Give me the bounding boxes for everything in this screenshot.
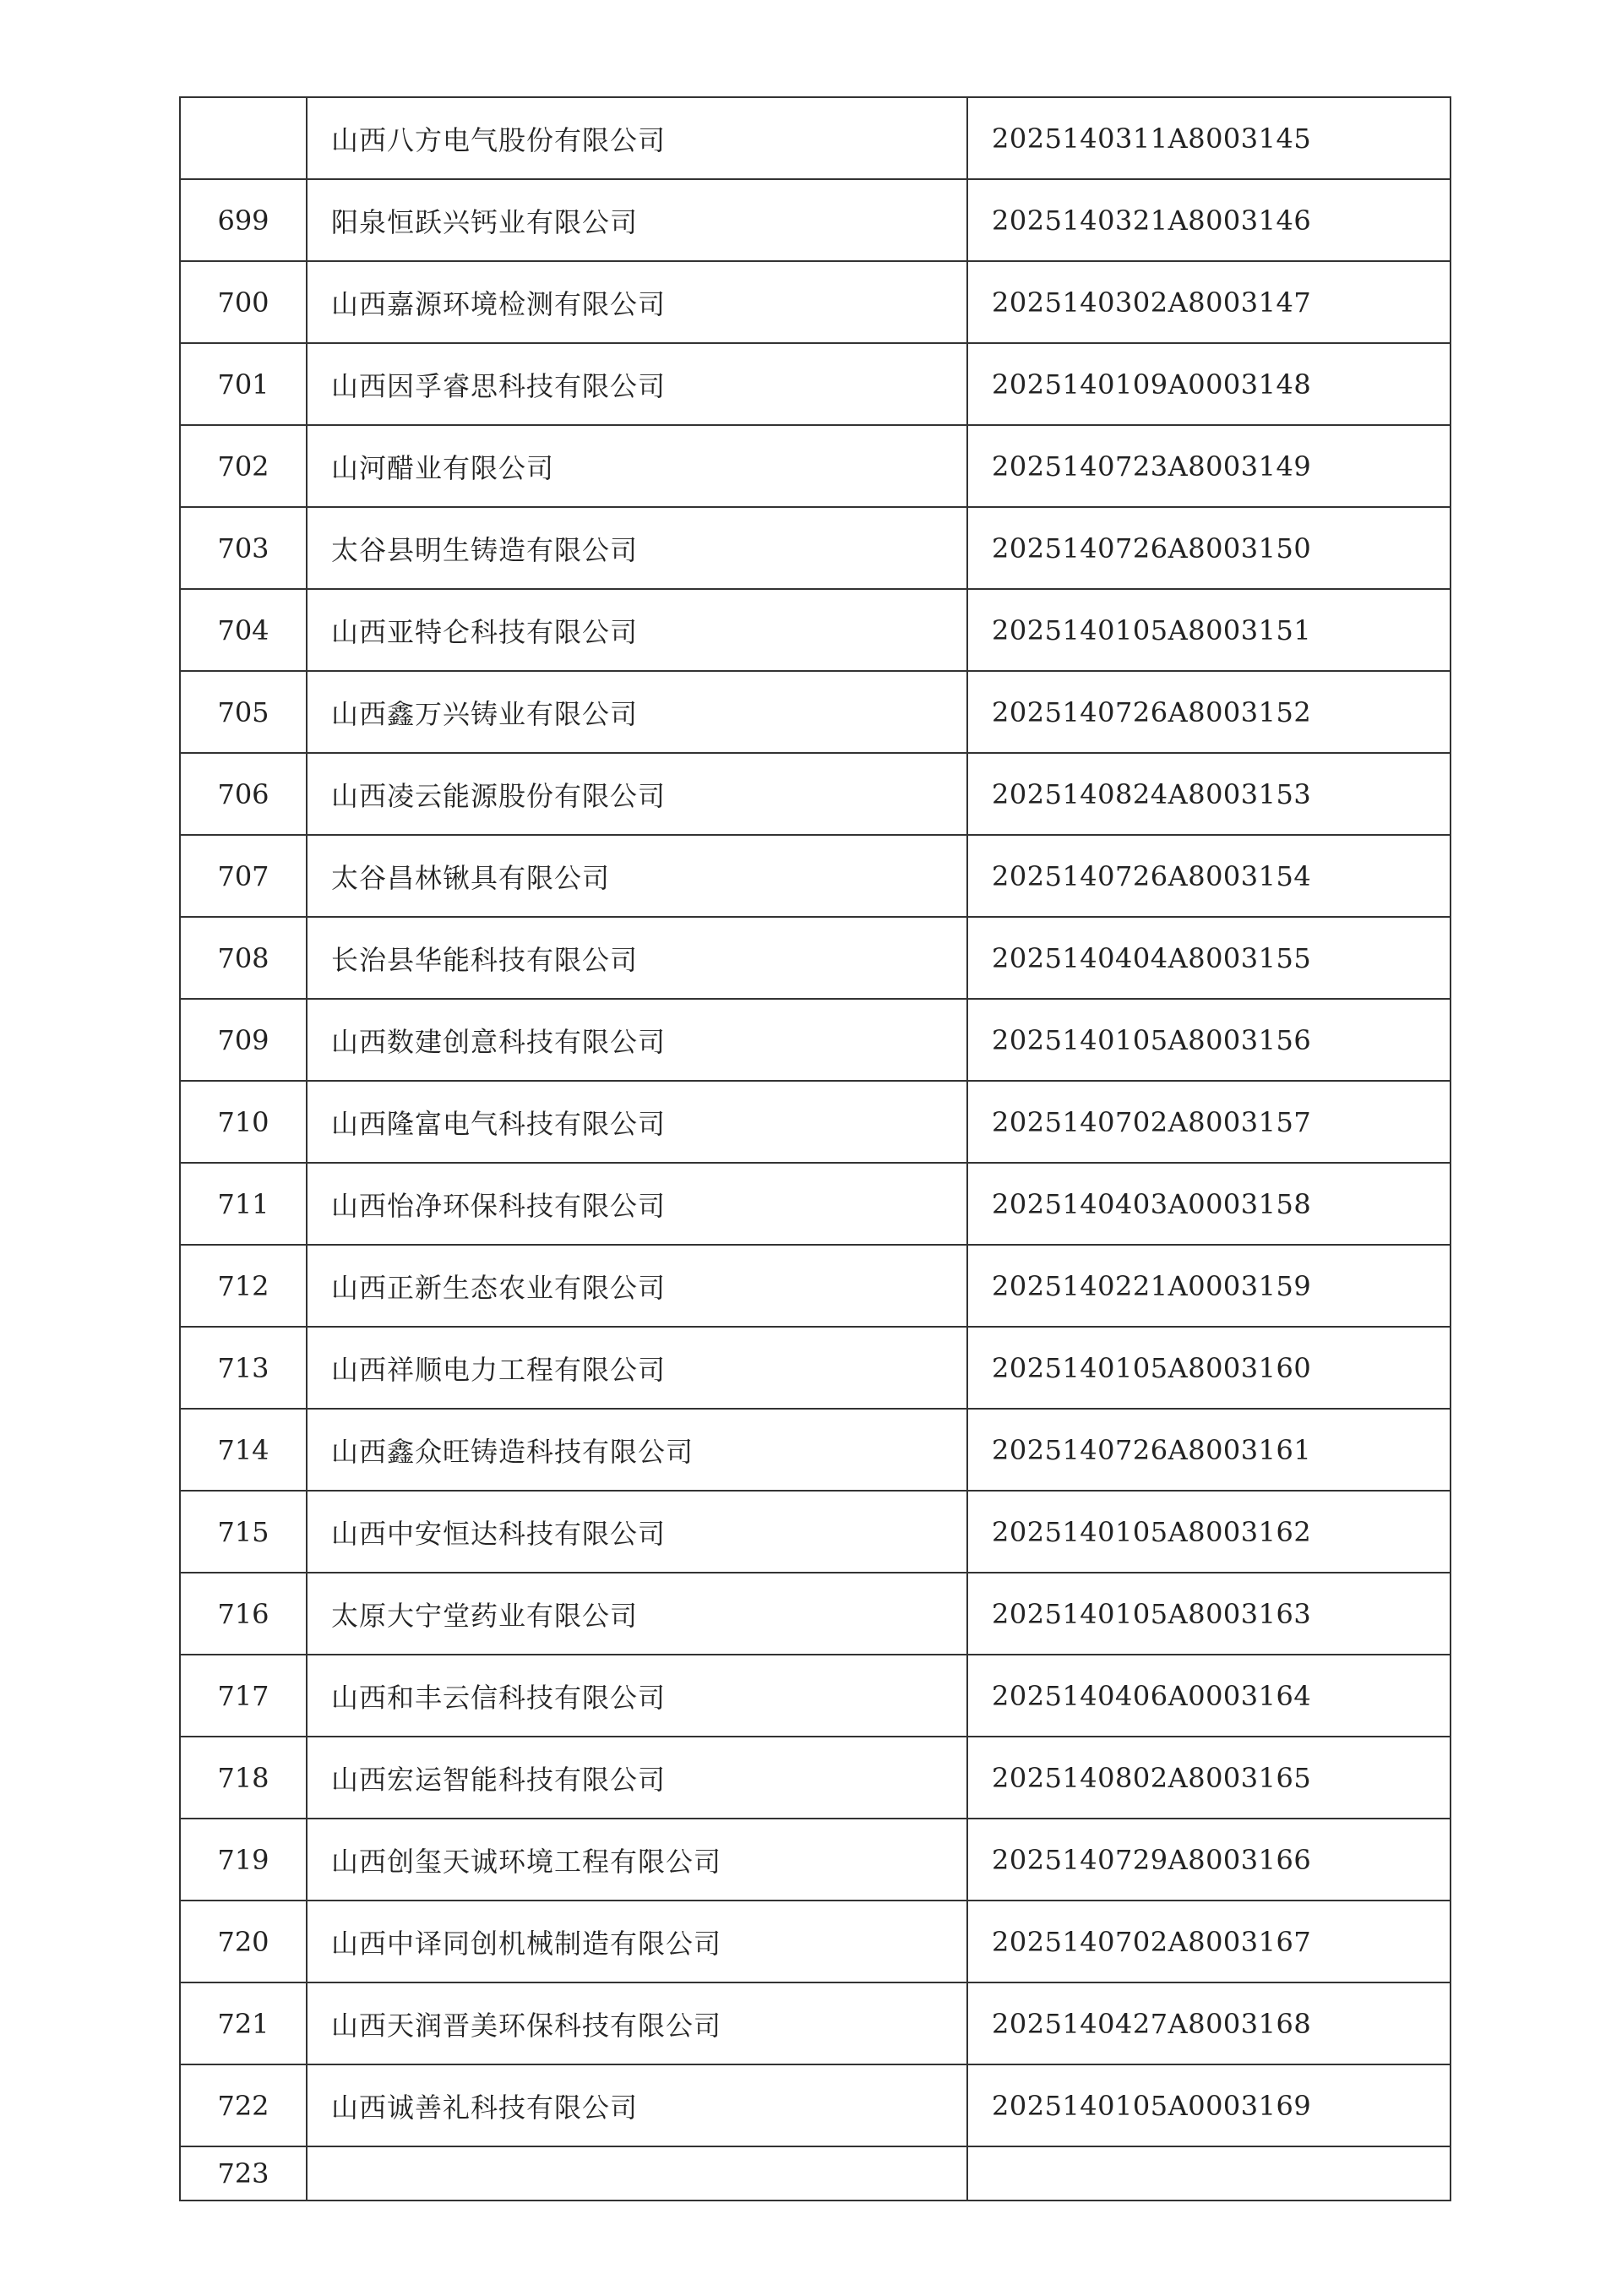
company-name: 山西亚特仑科技有限公司 xyxy=(307,589,967,671)
table-row xyxy=(180,343,1451,425)
company-name: 山西正新生态农业有限公司 xyxy=(307,1245,967,1327)
table-row xyxy=(180,1901,1451,1982)
registration-code: 2025140109A0003148 xyxy=(967,343,1451,425)
company-name: 山西祥顺电力工程有限公司 xyxy=(307,1327,967,1409)
registration-code: 2025140105A8003160 xyxy=(967,1327,1451,1409)
row-number: 714 xyxy=(180,1409,307,1491)
row-number: 721 xyxy=(180,1982,307,2064)
company-name: 山西鑫众旺铸造科技有限公司 xyxy=(307,1409,967,1491)
row-number: 706 xyxy=(180,753,307,835)
company-name: 山西天润晋美环保科技有限公司 xyxy=(307,1982,967,2064)
row-number: 709 xyxy=(180,999,307,1081)
company-name: 山河醋业有限公司 xyxy=(307,425,967,507)
table-row xyxy=(180,2146,1451,2201)
company-name: 山西因孚睿思科技有限公司 xyxy=(307,343,967,425)
table-row xyxy=(180,1163,1451,1245)
table-row xyxy=(180,179,1451,261)
table-row xyxy=(180,1327,1451,1409)
row-number: 700 xyxy=(180,261,307,343)
table-row xyxy=(180,753,1451,835)
company-list-table xyxy=(179,96,1451,2201)
company-name: 山西怡净环保科技有限公司 xyxy=(307,1163,967,1245)
row-number: 703 xyxy=(180,507,307,589)
row-number xyxy=(180,97,307,179)
row-number: 722 xyxy=(180,2064,307,2146)
row-number: 716 xyxy=(180,1573,307,1655)
company-name: 山西凌云能源股份有限公司 xyxy=(307,753,967,835)
row-number: 702 xyxy=(180,425,307,507)
table-row xyxy=(180,1491,1451,1573)
company-name: 阳泉恒跃兴钙业有限公司 xyxy=(307,179,967,261)
table-row xyxy=(180,589,1451,671)
registration-code: 2025140105A8003163 xyxy=(967,1573,1451,1655)
registration-code: 2025140723A8003149 xyxy=(967,425,1451,507)
registration-code: 2025140726A8003152 xyxy=(967,671,1451,753)
row-number: 718 xyxy=(180,1737,307,1819)
row-number: 717 xyxy=(180,1655,307,1737)
company-name: 山西和丰云信科技有限公司 xyxy=(307,1655,967,1737)
company-name: 山西诚善礼科技有限公司 xyxy=(307,2064,967,2146)
company-name: 山西隆富电气科技有限公司 xyxy=(307,1081,967,1163)
registration-code: 2025140105A8003151 xyxy=(967,589,1451,671)
table-row xyxy=(180,1081,1451,1163)
company-name: 太谷县明生铸造有限公司 xyxy=(307,507,967,589)
registration-code: 2025140726A8003150 xyxy=(967,507,1451,589)
row-number: 701 xyxy=(180,343,307,425)
company-name: 太谷昌林锹具有限公司 xyxy=(307,835,967,917)
row-number: 699 xyxy=(180,179,307,261)
registration-code: 2025140427A8003168 xyxy=(967,1982,1451,2064)
company-name: 长治县华能科技有限公司 xyxy=(307,917,967,999)
row-number: 713 xyxy=(180,1327,307,1409)
company-name xyxy=(307,2146,967,2201)
registration-code xyxy=(967,2146,1451,2201)
registration-code: 2025140726A8003154 xyxy=(967,835,1451,917)
registration-code: 2025140105A0003169 xyxy=(967,2064,1451,2146)
registration-code: 2025140802A8003165 xyxy=(967,1737,1451,1819)
company-name: 山西嘉源环境检测有限公司 xyxy=(307,261,967,343)
registration-code: 2025140726A8003161 xyxy=(967,1409,1451,1491)
row-number: 712 xyxy=(180,1245,307,1327)
table-row xyxy=(180,261,1451,343)
company-name: 山西八方电气股份有限公司 xyxy=(307,97,967,179)
table-row xyxy=(180,835,1451,917)
table-row xyxy=(180,507,1451,589)
registration-code: 2025140702A8003167 xyxy=(967,1901,1451,1982)
table-row xyxy=(180,1409,1451,1491)
table-row xyxy=(180,1655,1451,1737)
row-number: 704 xyxy=(180,589,307,671)
table-row xyxy=(180,1737,1451,1819)
registration-code: 2025140105A8003156 xyxy=(967,999,1451,1081)
registration-code: 2025140404A8003155 xyxy=(967,917,1451,999)
registration-code: 2025140406A0003164 xyxy=(967,1655,1451,1737)
row-number: 705 xyxy=(180,671,307,753)
row-number: 720 xyxy=(180,1901,307,1982)
row-number: 710 xyxy=(180,1081,307,1163)
registration-code: 2025140824A8003153 xyxy=(967,753,1451,835)
row-number: 723 xyxy=(180,2146,307,2201)
registration-code: 2025140105A8003162 xyxy=(967,1491,1451,1573)
table-row xyxy=(180,1245,1451,1327)
row-number: 711 xyxy=(180,1163,307,1245)
registration-code: 2025140302A8003147 xyxy=(967,261,1451,343)
company-name: 山西宏运智能科技有限公司 xyxy=(307,1737,967,1819)
company-name: 山西鑫万兴铸业有限公司 xyxy=(307,671,967,753)
registration-code: 2025140403A0003158 xyxy=(967,1163,1451,1245)
table-row xyxy=(180,425,1451,507)
table-row xyxy=(180,1819,1451,1901)
table-row xyxy=(180,1573,1451,1655)
table-row xyxy=(180,1982,1451,2064)
table-row xyxy=(180,97,1451,179)
registration-code: 2025140221A0003159 xyxy=(967,1245,1451,1327)
registration-code: 2025140702A8003157 xyxy=(967,1081,1451,1163)
row-number: 715 xyxy=(180,1491,307,1573)
table-row xyxy=(180,2064,1451,2146)
company-name: 太原大宁堂药业有限公司 xyxy=(307,1573,967,1655)
company-name: 山西中安恒达科技有限公司 xyxy=(307,1491,967,1573)
registration-code: 2025140729A8003166 xyxy=(967,1819,1451,1901)
company-name: 山西中译同创机械制造有限公司 xyxy=(307,1901,967,1982)
registration-code: 2025140321A8003146 xyxy=(967,179,1451,261)
table-row xyxy=(180,999,1451,1081)
row-number: 719 xyxy=(180,1819,307,1901)
table-body xyxy=(180,97,1451,2201)
table-row xyxy=(180,917,1451,999)
row-number: 708 xyxy=(180,917,307,999)
row-number: 707 xyxy=(180,835,307,917)
table-row xyxy=(180,671,1451,753)
company-name: 山西创玺天诚环境工程有限公司 xyxy=(307,1819,967,1901)
registration-code: 2025140311A8003145 xyxy=(967,97,1451,179)
company-name: 山西数建创意科技有限公司 xyxy=(307,999,967,1081)
